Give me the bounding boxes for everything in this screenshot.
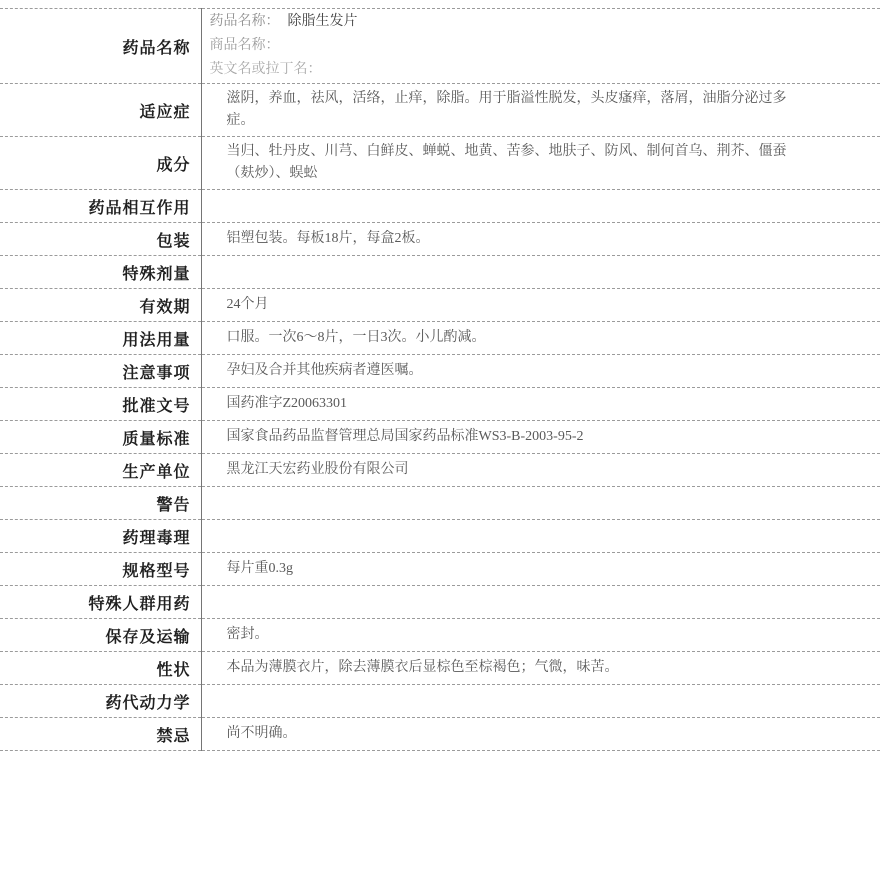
field-prefix: 商品名称： (209, 38, 280, 53)
table-row (0, 289, 880, 322)
row-label: 适应症 (0, 84, 201, 137)
row-label: 规格型号 (0, 553, 201, 586)
table-row (0, 586, 880, 619)
table-row (0, 190, 880, 223)
table-row-drug-name (0, 9, 880, 84)
row-value (201, 586, 880, 619)
row-value (201, 685, 880, 718)
row-label: 注意事项 (0, 355, 201, 388)
row-label: 保存及运输 (0, 619, 201, 652)
drug-info-table (0, 8, 880, 751)
table-row (0, 84, 880, 137)
row-value: 密封。 (226, 627, 269, 642)
row-label: 批准文号 (0, 388, 201, 421)
table-row (0, 322, 880, 355)
table-row (0, 355, 880, 388)
table-row (0, 454, 880, 487)
row-value: 滋阴，养血，祛风，活络，止痒，除脂。用于脂溢性脱发，头皮瘙痒，落屑，油脂分泌过多症。 (226, 91, 787, 128)
row-label: 药理毒理 (0, 520, 201, 553)
row-label: 性状 (0, 652, 201, 685)
row-value: 24个月 (226, 297, 269, 312)
row-label: 有效期 (0, 289, 201, 322)
row-value: 铝塑包装。每板18片，每盒2板。 (226, 231, 430, 246)
row-value (201, 9, 880, 84)
field-value: 除脂生发片 (287, 14, 358, 29)
row-value: 每片重0.3g (226, 561, 293, 576)
table-row (0, 553, 880, 586)
row-label: 成分 (0, 137, 201, 190)
row-value: 尚不明确。 (226, 726, 297, 741)
row-value (201, 256, 880, 289)
table-row (0, 718, 880, 751)
table-row (0, 388, 880, 421)
row-label: 生产单位 (0, 454, 201, 487)
row-label: 特殊人群用药 (0, 586, 201, 619)
row-label: 质量标准 (0, 421, 201, 454)
drug-name-line (210, 10, 861, 34)
drug-info-page (0, 8, 880, 751)
row-value: 黑龙江天宏药业股份有限公司 (226, 462, 409, 477)
row-value: 孕妇及合并其他疾病者遵医嘱。 (226, 363, 423, 378)
table-row (0, 487, 880, 520)
row-value: 当归、牡丹皮、川芎、白鲜皮、蝉蜕、地黄、苦参、地肤子、防风、制何首乌、荆芥、僵蚕（麸炒）、蜈蚣 (226, 144, 787, 181)
row-value: 口服。一次6～8片，一日3次。小儿酌减。 (226, 330, 486, 345)
row-label: 特殊剂量 (0, 256, 201, 289)
row-value (201, 520, 880, 553)
english-name-line (210, 58, 861, 82)
table-row (0, 520, 880, 553)
row-value: 国家食品药品监督管理总局国家药品标准WS3-B-2003-95-2 (226, 429, 584, 444)
table-row (0, 137, 880, 190)
table-row (0, 223, 880, 256)
row-label: 用法用量 (0, 322, 201, 355)
field-prefix: 药品名称： (209, 14, 280, 29)
table-row (0, 421, 880, 454)
row-label: 药品相互作用 (0, 190, 201, 223)
row-label: 药代动力学 (0, 685, 201, 718)
table-row (0, 652, 880, 685)
row-label: 药品名称 (0, 9, 201, 84)
row-label: 包装 (0, 223, 201, 256)
row-value: 本品为薄膜衣片，除去薄膜衣后显棕色至棕褐色；气微，味苦。 (226, 660, 619, 675)
row-value (201, 190, 880, 223)
table-row (0, 619, 880, 652)
row-value (201, 487, 880, 520)
trade-name-line (210, 34, 861, 58)
row-value: 国药准字Z20063301 (226, 396, 348, 411)
table-row (0, 685, 880, 718)
field-prefix: 英文名或拉丁名： (209, 62, 322, 77)
row-label: 警告 (0, 487, 201, 520)
table-row (0, 256, 880, 289)
row-label: 禁忌 (0, 718, 201, 751)
